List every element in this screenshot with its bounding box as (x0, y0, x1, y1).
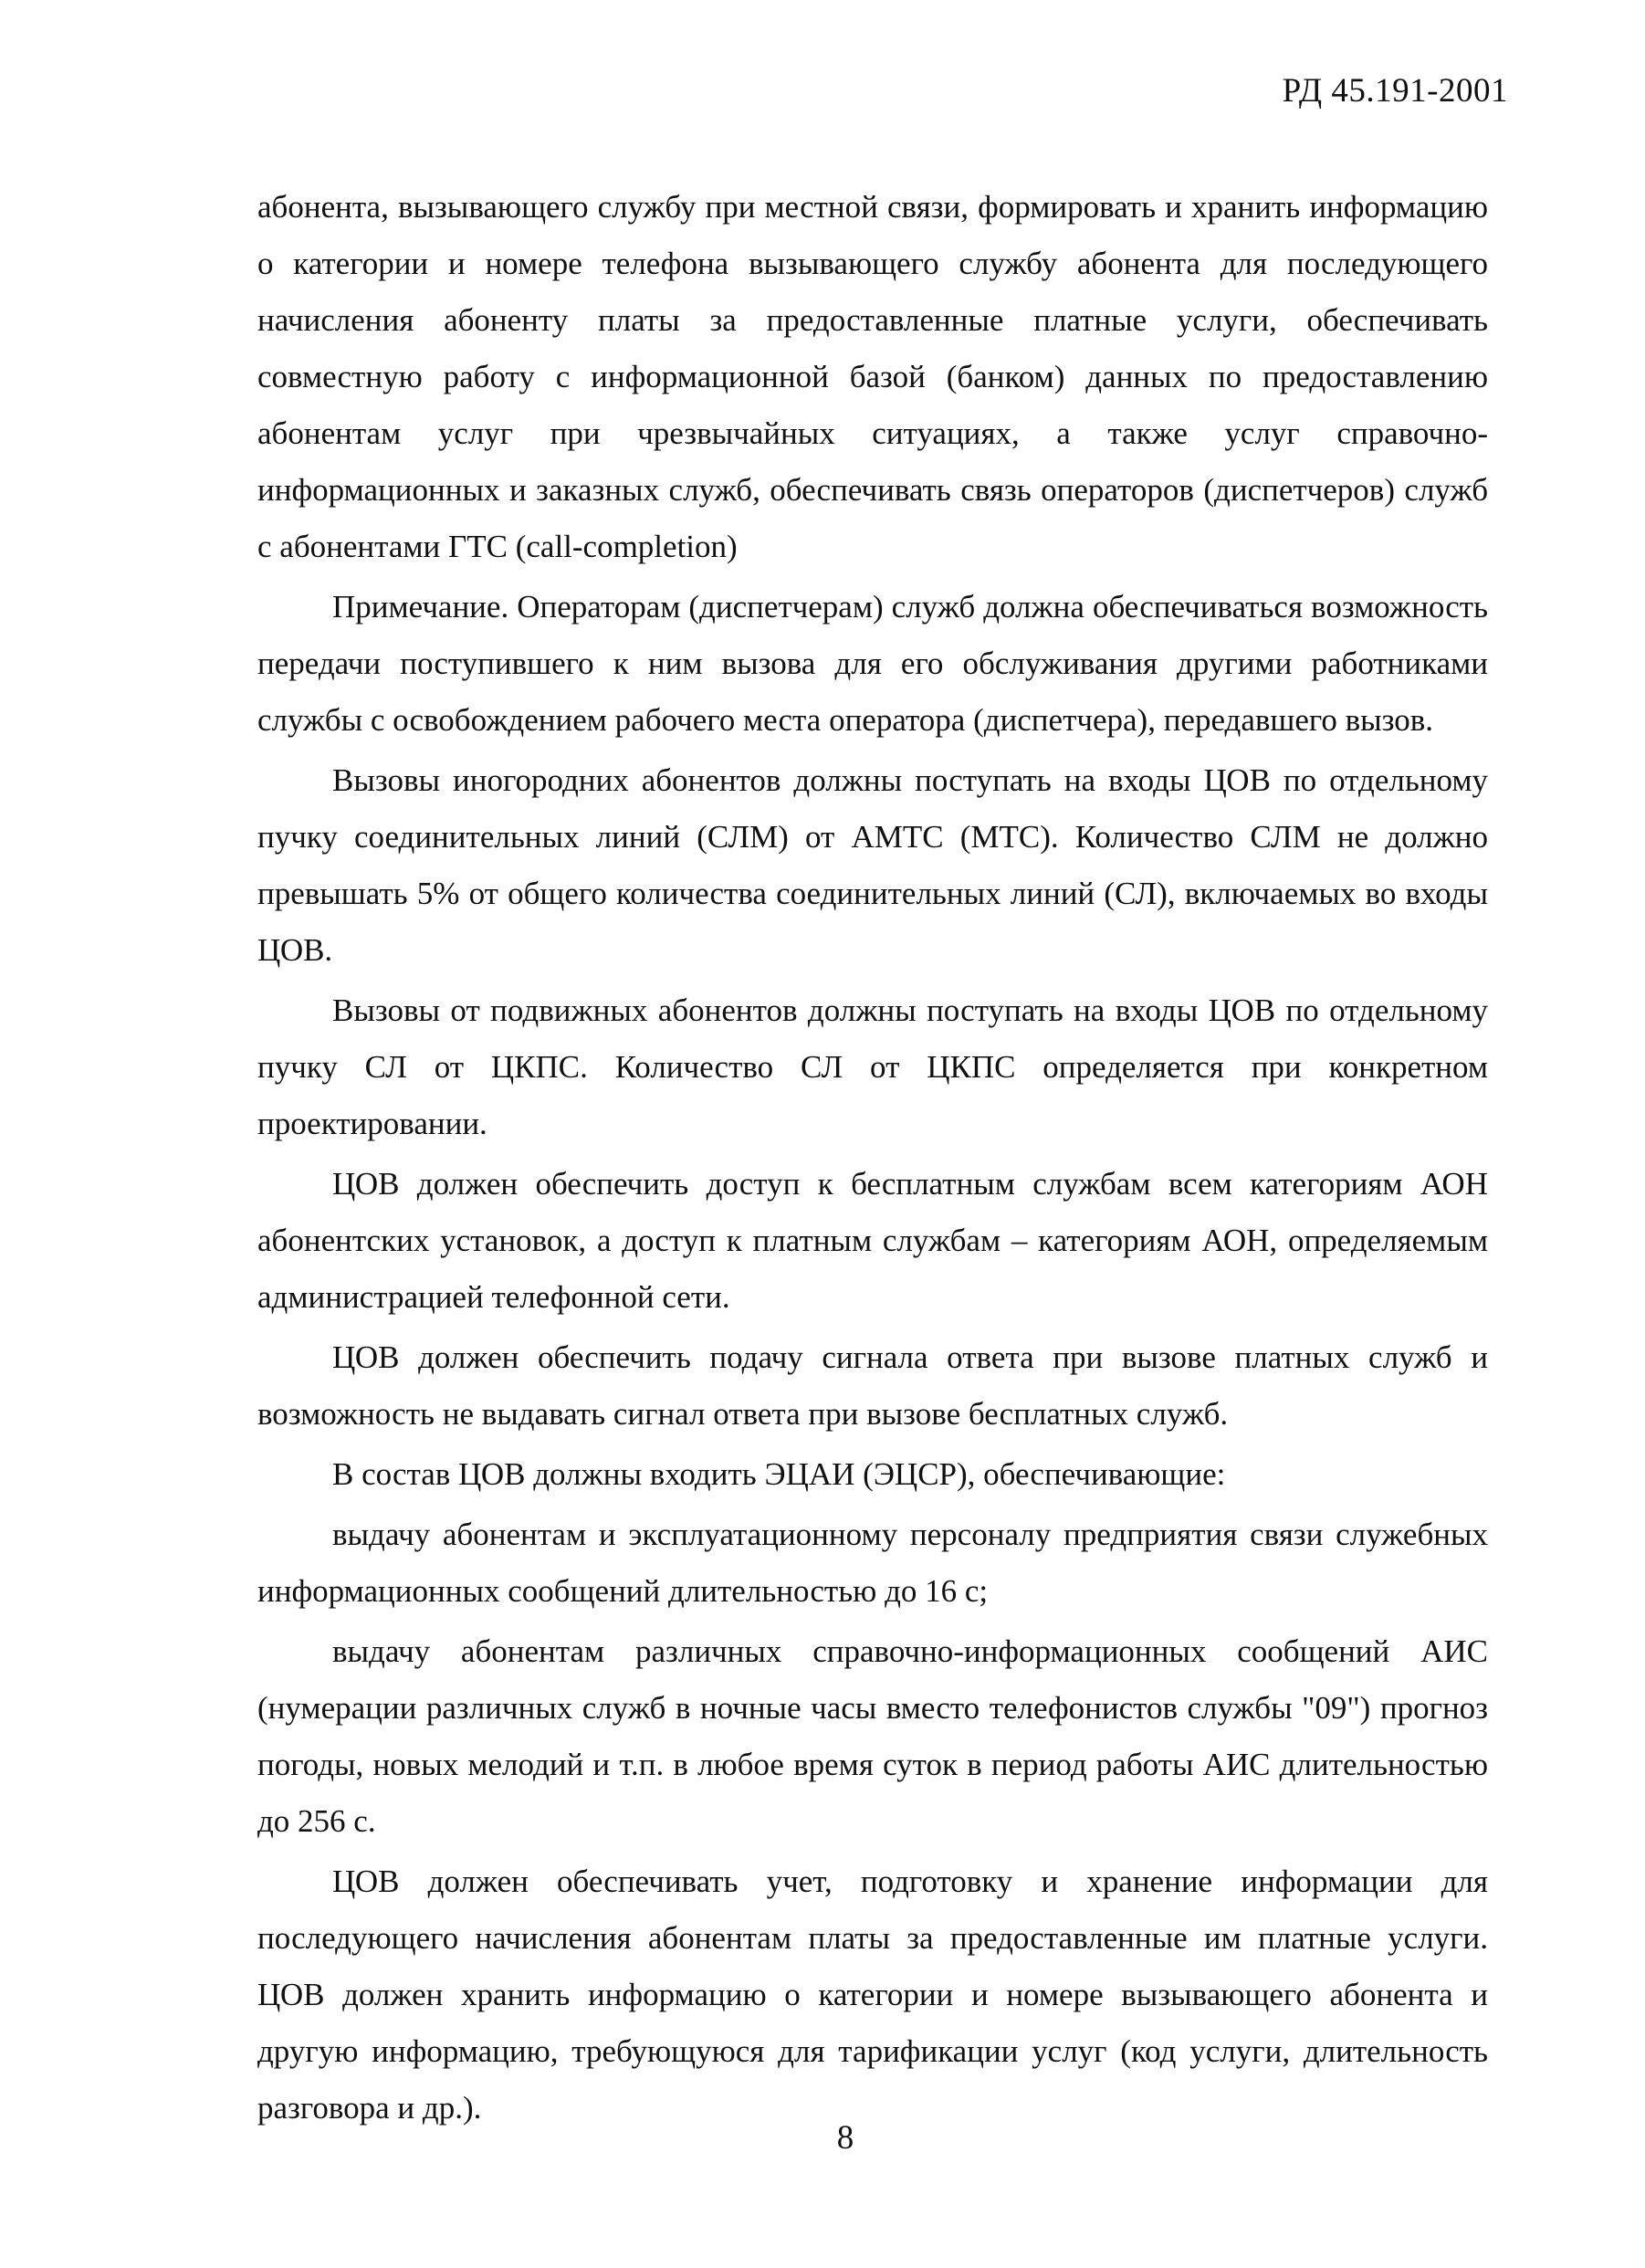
document-body (257, 179, 1488, 2140)
paragraph: Вызовы от подвижных абонентов должны поступать на входы ЦОВ по отдельному пучку СЛ от ЦКПС. Количество СЛ от ЦКПС определяется при конкретном проектировании. (257, 992, 1488, 1141)
list-item: выдачу абонентам и эксплуатационному персоналу предприятия связи служебных информационных сообщений длительностью до 16 с; (257, 1517, 1488, 1609)
paragraph: Вызовы иногородних абонентов должны поступать на входы ЦОВ по отдельному пучку соединительных линий (СЛМ) от АМТС (МТС). Количество СЛМ не должно превышать 5% от общего количества соединительных линий (СЛ), включаемых во входы ЦОВ. (257, 762, 1488, 968)
paragraph: ЦОВ должен обеспечить подачу сигнала ответа при вызове платных служб и возможность не выдавать сигнал ответа при вызове бесплатных служб. (257, 1339, 1488, 1432)
paragraph: В состав ЦОВ должны входить ЭЦАИ (ЭЦСР), обеспечивающие: (332, 1456, 1226, 1492)
paragraph: ЦОВ должен обеспечить доступ к бесплатным службам всем категориям АОН абонентских установок, а доступ к платным службам – категориям АОН, определяемым администрацией телефонной сети. (257, 1166, 1488, 1315)
paragraph: ЦОВ должен обеспечивать учет, подготовку и хранение информации для последующего начисления абонентам платы за предоставленные им платные услуги. ЦОВ должен хранить информацию о категории и номере вызывающего абонента и другую информацию, требующуюся для тарификации услуг (код услуги, длительность разговора и др.). (257, 1864, 1488, 2126)
paragraph-note: Примечание. Операторам (диспетчерам) служб должна обеспечиваться возможность передачи поступившего к ним вызова для его обслуживания другими работниками службы с освобождением рабочего места оператора (диспетчера), передавшего вызов. (257, 589, 1488, 738)
document-code: РД 45.191-2001 (1282, 72, 1508, 110)
list-item: выдачу абонентам различных справочно-информационных сообщений АИС (нумерации различных служб в ночные часы вместо телефонистов службы "09") прогноз погоды, новых мелодий и т.п. в любое время суток в период работы АИС длительностью до 256 с. (257, 1633, 1488, 1839)
page-number: 8 (836, 2119, 854, 2157)
paragraph-continuation: абонента, вызывающего службу при местной связи, формировать и хранить информацию о категории и номере телефона вызывающего службу абонента для последующего начисления абоненту платы за предоставленные платные услуги, обеспечивать совместную работу с информационной базой (банком) данных по предоставлению абонентам услуг при чрезвычайных ситуациях, а также услуг справочно-информационных и заказных служб, обеспечивать связь операторов (диспетчеров) служб с абонентами ГТС (call-completion) (257, 189, 1488, 564)
